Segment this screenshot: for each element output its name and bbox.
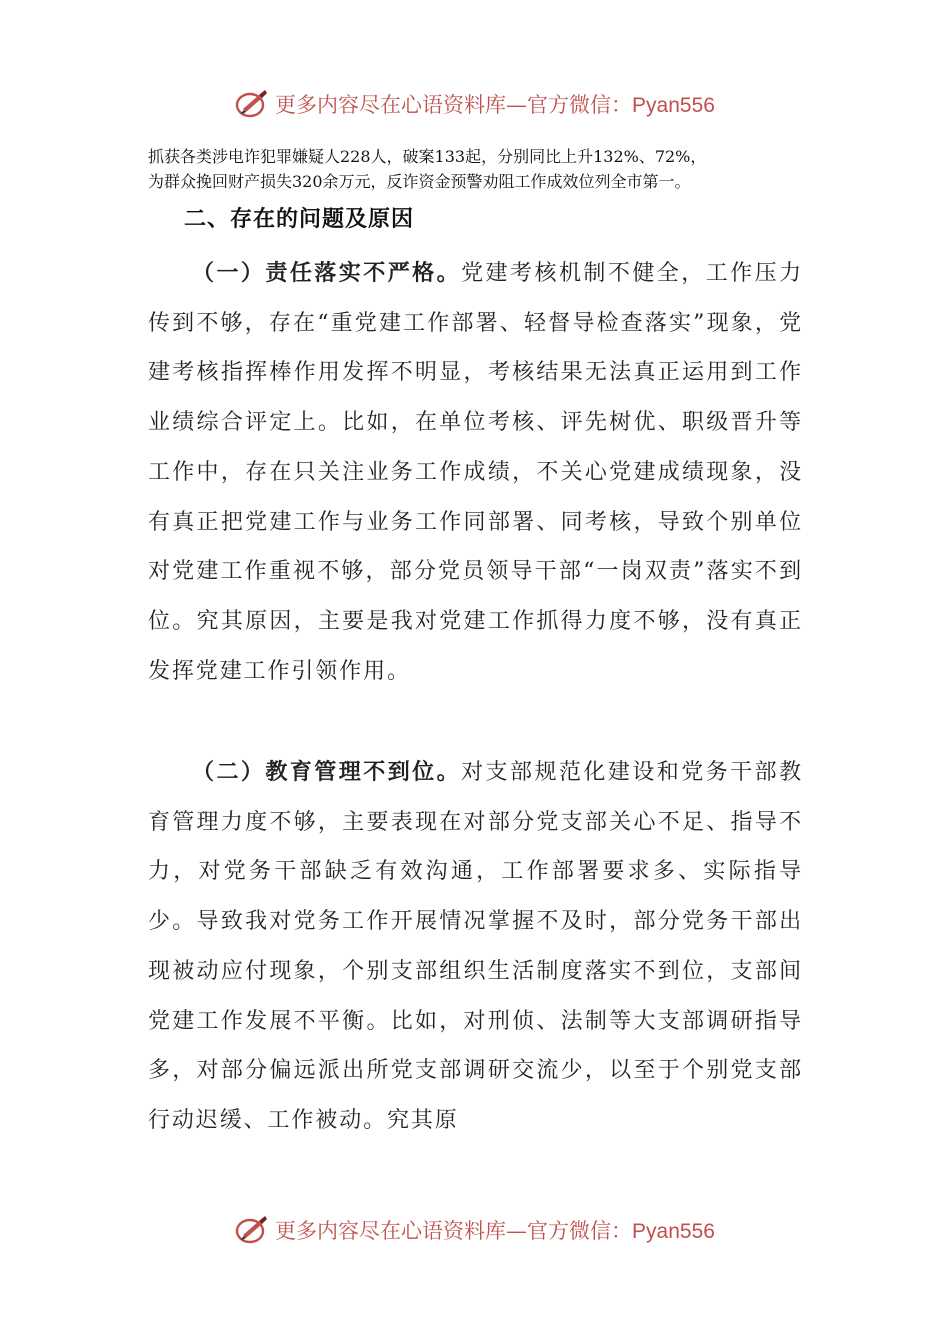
paragraph-lead: （一）责任落实不严格。 [192, 260, 462, 286]
section-heading: 二、存在的问题及原因 [184, 206, 415, 232]
header-banner [0, 84, 950, 124]
pen-seal-icon [235, 1213, 269, 1247]
intro-line-2: 为群众挽回财产损失320余万元，反诈资金预警劝阻工作成效位列全市第一。 [148, 172, 691, 191]
banner-text: 更多内容尽在心语资料库—官方微信：Pyan556 [275, 93, 715, 117]
banner-text: 更多内容尽在心语资料库—官方微信：Pyan556 [275, 1219, 715, 1243]
paragraph-lead: （二）教育管理不到位。 [192, 759, 462, 785]
footer-banner [0, 1210, 950, 1250]
paragraph-body: 对支部规范化建设和党务干部教育管理力度不够，主要表现在对部分党支部关心不足、指导不力，对党务干部缺乏有效沟通，工作部署要求多、实际指导少。导致我对党务工作开展情况掌握不及时，部分党务干部出现被动应付现象，个别支部组织生活制度落实不到位，支部间党建工作发展不平衡。比如，对刑侦、法制等大支部调研指导多，对部分偏远派出所党支部调研交流少，以至于个别党支部行动迟缓、工作被动。究其原 [148, 760, 803, 1133]
pen-seal-icon [235, 87, 269, 121]
intro-line-1: 抓获各类涉电诈犯罪嫌疑人228人，破案133起，分别同比上升132%、72%， [148, 147, 707, 166]
intro-paragraph [148, 144, 808, 194]
paragraph-responsibility [148, 249, 803, 696]
paragraph-body: 党建考核机制不健全，工作压力传到不够，存在“重党建工作部署、轻督导检查落实”现象，党建考核指挥棒作用发挥不明显，考核结果无法真正运用到工作业绩综合评定上。比如，在单位考核、评先树优、职级晋升等工作中，存在只关注业务工作成绩，不关心党建成绩现象，没有真正把党建工作与业务工作同部署、同考核，导致个别单位对党建工作重视不够，部分党员领导干部“一岗双责”落实不到位。究其原因，主要是我对党建工作抓得力度不够，没有真正发挥党建工作引领作用。 [148, 261, 803, 684]
paragraph-education [148, 748, 803, 1146]
